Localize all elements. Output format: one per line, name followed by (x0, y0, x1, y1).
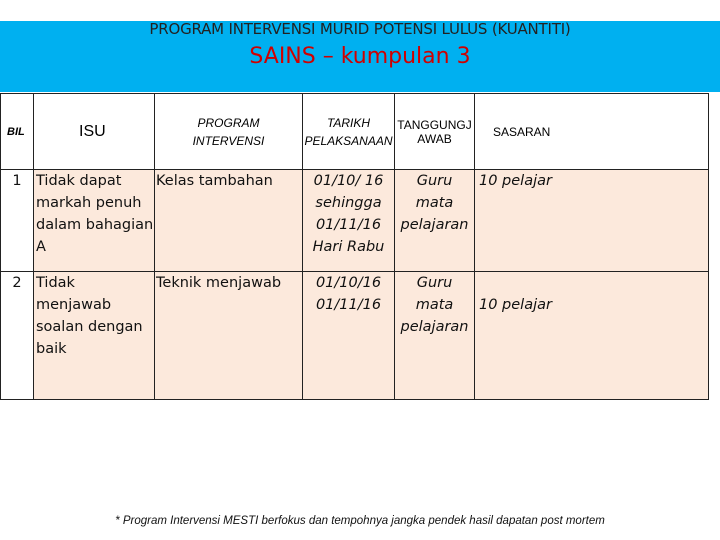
tanggungjawab-line: Guru (416, 173, 453, 189)
isu-line: baik (36, 341, 67, 357)
isu-line: markah penuh (36, 195, 142, 211)
col-header-program-line1: PROGRAM (197, 115, 260, 130)
isu-line: dalam bahagian (36, 217, 154, 233)
tanggungjawab-line: mata (415, 195, 454, 211)
row-tanggungjawab (395, 170, 475, 272)
tanggungjawab-line: mata (415, 297, 454, 313)
col-header-program-line2: INTERVENSI (192, 133, 265, 148)
tanggungjawab-line: pelajaran (400, 217, 469, 233)
row-isu (34, 170, 155, 272)
col-header-program (155, 94, 303, 170)
page-subtitle: SAINS – kumpulan 3 (249, 44, 471, 69)
row-sasaran: 10 pelajar (475, 170, 709, 272)
col-header-bil: BIL (1, 94, 34, 170)
col-header-tarikh-line1: TARIKH (326, 115, 371, 130)
tarikh-line: 01/10/16 (315, 275, 382, 291)
row-sasaran: 10 pelajar (475, 272, 709, 400)
col-header-tarikh-line2: PELAKSANAAN (304, 133, 393, 148)
isu-line: Tidak dapat (36, 173, 122, 189)
row-bil: 1 (1, 170, 34, 272)
col-header-isu: ISU (34, 94, 155, 170)
tanggungjawab-line: pelajaran (400, 319, 469, 335)
isu-line: A (36, 239, 46, 255)
row-bil: 2 (1, 272, 34, 400)
tarikh-line: 01/11/16 (315, 217, 382, 233)
row-tarikh (303, 170, 395, 272)
tarikh-line: sehingga (315, 195, 382, 211)
isu-line: soalan dengan (36, 319, 143, 335)
tarikh-line: 01/10/ 16 (313, 173, 384, 189)
isu-line: Tidak menjawab (36, 275, 112, 313)
col-header-tanggungjawab (395, 94, 475, 170)
table-row (1, 272, 709, 400)
col-header-sasaran: SASARAN (475, 94, 709, 170)
row-isu (34, 272, 155, 400)
footnote: * Program Intervensi MESTI berfokus dan tempohnya jangka pendek hasil dapatan post mortem (115, 515, 605, 527)
table-header-row (1, 94, 709, 170)
page-title: PROGRAM INTERVENSI MURID POTENSI LULUS (KUANTITI) (149, 20, 571, 38)
col-header-tarikh (303, 94, 395, 170)
row-tanggungjawab (395, 272, 475, 400)
tarikh-line: Hari Rabu (312, 239, 385, 255)
row-program: Teknik menjawab (155, 272, 303, 400)
row-program: Kelas tambahan (155, 170, 303, 272)
intervention-table (0, 93, 709, 400)
col-header-tanggungjawab-line1: TANGGUNGJ (397, 117, 472, 132)
row-tarikh (303, 272, 395, 400)
table-row (1, 170, 709, 272)
col-header-tanggungjawab-line2: AWAB (417, 131, 452, 146)
tanggungjawab-line: Guru (416, 275, 453, 291)
tarikh-line: 01/11/16 (315, 297, 382, 313)
